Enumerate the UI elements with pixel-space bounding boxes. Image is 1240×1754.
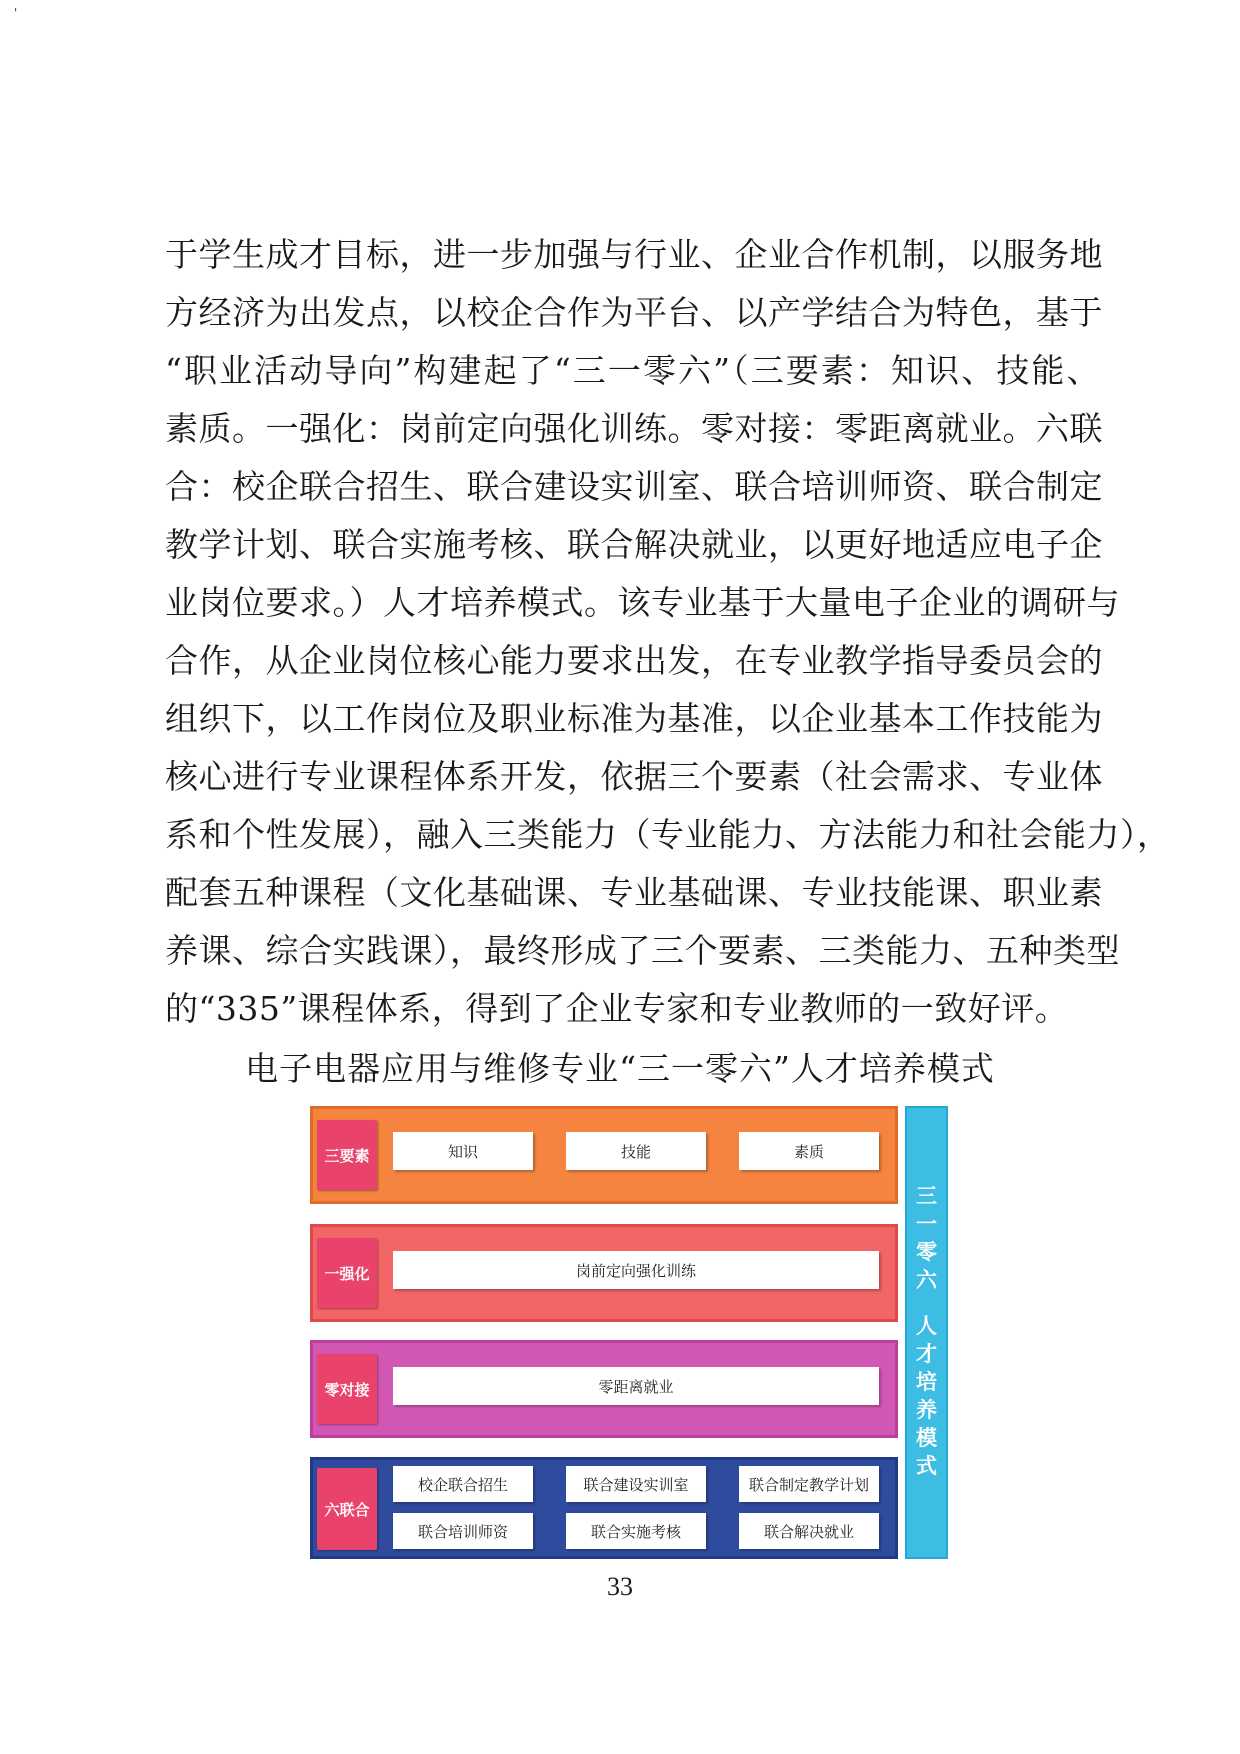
label-char: 养	[916, 1398, 937, 1422]
label-char: 六	[916, 1268, 937, 1292]
item-cell: 联合解决就业	[739, 1513, 879, 1549]
body-paragraph	[165, 226, 1171, 1038]
item-cell: 联合培训师资	[393, 1513, 533, 1549]
item-cell: 知识	[393, 1132, 533, 1170]
item-cell: 联合制定教学计划	[739, 1466, 879, 1502]
body-line: 组织下，以工作岗位及职业标准为基准，以企业基本工作技能为	[165, 699, 1103, 738]
model-name-bar	[905, 1106, 948, 1559]
item-cell: 校企联合招生	[393, 1466, 533, 1502]
band-tag: 零对接	[317, 1354, 377, 1424]
label-char: 培	[916, 1370, 937, 1394]
body-line: 养课、综合实践课），最终形成了三个要素、三类能力、五种类型	[165, 931, 1120, 970]
item-cell: 技能	[566, 1132, 706, 1170]
label-char: 式	[916, 1454, 937, 1478]
body-line: 配套五种课程（文化基础课、专业基础课、专业技能课、职业素	[165, 873, 1103, 912]
corner-mark: '	[14, 6, 18, 20]
model-name-label	[907, 1182, 946, 1480]
body-line: 合作，从企业岗位核心能力要求出发，在专业教学指导委员会的	[165, 641, 1103, 680]
figure-caption: 电子电器应用与维修专业“三一零六”人才培养模式	[245, 1049, 995, 1088]
label-char: 三	[916, 1184, 937, 1208]
band-one-strengthen	[310, 1224, 898, 1322]
item-cell: 联合建设实训室	[566, 1466, 706, 1502]
body-line: “职业活动导向”构建起了“三一零六”（三要素：知识、技能、	[165, 351, 1100, 390]
item-cell: 联合实施考核	[566, 1513, 706, 1549]
item-cell: 零距离就业	[393, 1367, 879, 1405]
label-char: 模	[916, 1426, 937, 1450]
body-line: 的“335”课程体系，得到了企业专家和专业教师的一致好评。	[165, 989, 1069, 1028]
body-line: 系和个性发展），融入三类能力（专业能力、方法能力和社会能力），	[165, 815, 1171, 854]
body-line: 业岗位要求。）人才培养模式。该专业基于大量电子企业的调研与	[165, 583, 1120, 622]
label-char: 一	[916, 1212, 937, 1236]
body-line: 教学计划、联合实施考核、联合解决就业，以更好地适应电子企	[165, 525, 1103, 564]
label-char: 零	[916, 1240, 937, 1264]
body-line: 方经济为出发点，以校企合作为平台、以产学结合为特色，基于	[165, 293, 1103, 332]
band-tag: 三要素	[317, 1120, 377, 1190]
body-line: 于学生成才目标，进一步加强与行业、企业合作机制，以服务地	[165, 235, 1103, 274]
body-line: 核心进行专业课程体系开发，依据三个要素（社会需求、专业体	[165, 757, 1103, 796]
band-three-elements	[310, 1106, 898, 1204]
label-char: 人	[916, 1314, 937, 1338]
band-tag: 一强化	[317, 1238, 377, 1308]
item-cell: 岗前定向强化训练	[393, 1251, 879, 1289]
body-line: 素质。一强化：岗前定向强化训练。零对接：零距离就业。六联	[165, 409, 1103, 448]
item-cell: 素质	[739, 1132, 879, 1170]
label-char: 才	[916, 1342, 937, 1366]
body-line: 合：校企联合招生、联合建设实训室、联合培训师资、联合制定	[165, 467, 1103, 506]
band-tag: 六联合	[317, 1468, 377, 1550]
page-number: 33	[607, 1572, 633, 1601]
band-zero-docking	[310, 1340, 898, 1438]
training-model-diagram	[310, 1106, 954, 1560]
band-six-union	[310, 1457, 898, 1559]
